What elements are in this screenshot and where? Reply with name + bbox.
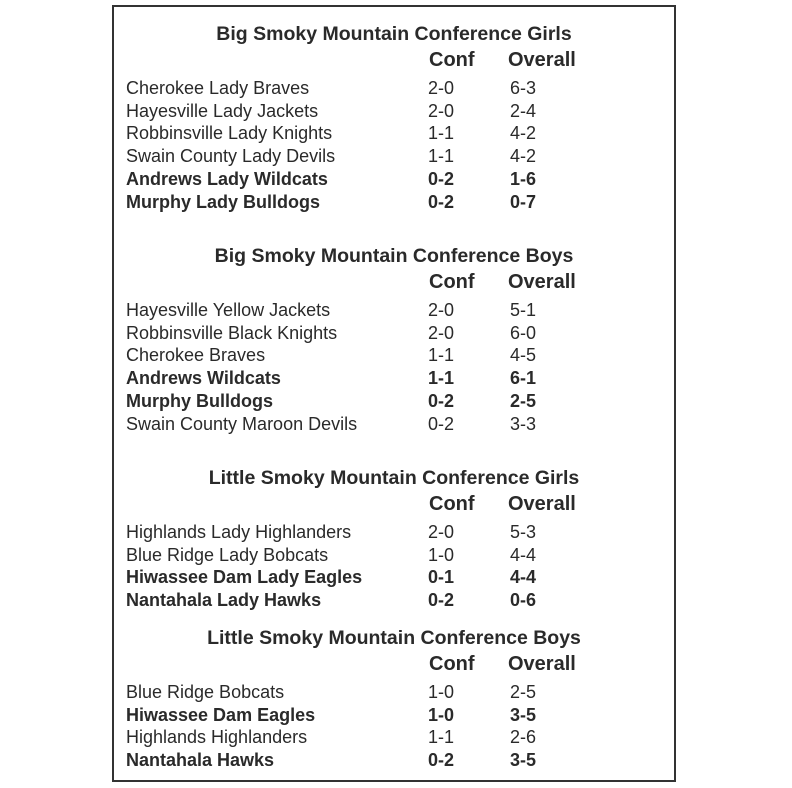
overall-record: 5-1	[510, 300, 537, 320]
standings-row	[114, 521, 674, 544]
team-name: Andrews Wildcats	[126, 368, 281, 389]
standings-panel	[112, 5, 676, 782]
team-name: Hayesville Yellow Jackets	[126, 300, 331, 320]
team-name: Hiwassee Dam Eagles	[126, 704, 316, 725]
team-name: Highlands Lady Highlanders	[126, 522, 352, 542]
team-name: Robbinsville Black Knights	[126, 322, 338, 343]
conference-record: 0-2	[428, 390, 455, 411]
column-header-conf: Conf	[429, 271, 475, 293]
standings-row	[114, 100, 674, 123]
conference-record: 2-0	[428, 522, 455, 542]
team-name: Cherokee Braves	[126, 345, 266, 366]
team-name: Swain County Lady Devils	[126, 146, 336, 167]
standings-row	[114, 191, 674, 214]
section-title: Big Smoky Mountain Conference Boys	[214, 245, 574, 267]
overall-record: 4-5	[510, 345, 537, 366]
team-name: Murphy Lady Bulldogs	[126, 191, 321, 212]
section-title: Little Smoky Mountain Conference Boys	[207, 627, 581, 649]
team-name: Highlands Highlanders	[126, 727, 308, 748]
team-name: Nantahala Lady Hawks	[126, 590, 322, 611]
overall-record: 3-5	[510, 704, 537, 725]
team-name: Nantahala Hawks	[126, 750, 275, 771]
section-title: Little Smoky Mountain Conference Girls	[208, 467, 580, 489]
overall-record: 4-4	[510, 544, 537, 565]
conference-record: 1-1	[428, 727, 455, 748]
conference-record: 1-0	[428, 704, 455, 725]
standings-row	[114, 726, 674, 749]
conference-record: 1-1	[428, 146, 455, 167]
conference-record: 2-0	[428, 78, 455, 98]
overall-record: 3-3	[510, 413, 537, 434]
column-header-conf: Conf	[429, 49, 475, 71]
overall-record: 6-3	[510, 78, 537, 98]
standings-row	[114, 749, 674, 772]
standings-row	[114, 367, 674, 390]
standings-row	[114, 168, 674, 191]
conference-record: 2-0	[428, 322, 455, 343]
team-name: Blue Ridge Lady Bobcats	[126, 544, 329, 565]
conference-record: 1-1	[428, 368, 455, 389]
overall-record: 4-4	[510, 567, 537, 588]
column-header-overall: Overall	[508, 271, 576, 293]
team-name: Andrews Lady Wildcats	[126, 168, 328, 189]
overall-record: 6-1	[510, 368, 537, 389]
conference-record: 0-2	[428, 191, 455, 212]
standings-row	[114, 390, 674, 413]
overall-record: 1-6	[510, 168, 537, 189]
standings-row	[114, 122, 674, 145]
standings-row	[114, 544, 674, 567]
standings-row	[114, 566, 674, 589]
conference-record: 2-0	[428, 100, 455, 121]
team-name: Robbinsville Lady Knights	[126, 123, 333, 144]
conference-record: 0-2	[428, 413, 455, 434]
conference-record: 1-0	[428, 682, 455, 702]
standings-row	[114, 589, 674, 612]
section-title: Big Smoky Mountain Conference Girls	[216, 23, 572, 45]
overall-record: 0-6	[510, 590, 537, 611]
team-name: Hayesville Lady Jackets	[126, 100, 319, 121]
conference-record: 1-0	[428, 544, 455, 565]
standings-row	[114, 299, 674, 322]
column-header-overall: Overall	[508, 49, 576, 71]
team-name: Blue Ridge Bobcats	[126, 682, 285, 702]
standings-row	[114, 77, 674, 100]
overall-record: 4-2	[510, 123, 537, 144]
standings-row	[114, 413, 674, 436]
conference-record: 0-2	[428, 750, 455, 771]
column-header-conf: Conf	[429, 653, 475, 675]
standings-row	[114, 704, 674, 727]
conference-record: 2-0	[428, 300, 455, 320]
standings-row	[114, 344, 674, 367]
overall-record: 6-0	[510, 322, 537, 343]
team-name: Swain County Maroon Devils	[126, 413, 358, 434]
overall-record: 2-6	[510, 727, 537, 748]
team-name: Murphy Bulldogs	[126, 390, 273, 411]
conference-record: 0-2	[428, 590, 455, 611]
overall-record: 5-3	[510, 522, 537, 542]
conference-record: 0-1	[428, 567, 455, 588]
overall-record: 3-5	[510, 750, 537, 771]
team-name: Hiwassee Dam Lady Eagles	[126, 567, 363, 588]
overall-record: 2-4	[510, 100, 537, 121]
column-header-overall: Overall	[508, 653, 576, 675]
standings-row	[114, 145, 674, 168]
conference-record: 0-2	[428, 168, 455, 189]
conference-record: 1-1	[428, 123, 455, 144]
column-header-conf: Conf	[429, 493, 475, 515]
standings-row	[114, 681, 674, 704]
team-name: Cherokee Lady Braves	[126, 78, 310, 98]
overall-record: 2-5	[510, 682, 537, 702]
overall-record: 4-2	[510, 146, 537, 167]
conference-record: 1-1	[428, 345, 455, 366]
overall-record: 2-5	[510, 390, 537, 411]
standings-row	[114, 322, 674, 345]
overall-record: 0-7	[510, 191, 537, 212]
column-header-overall: Overall	[508, 493, 576, 515]
